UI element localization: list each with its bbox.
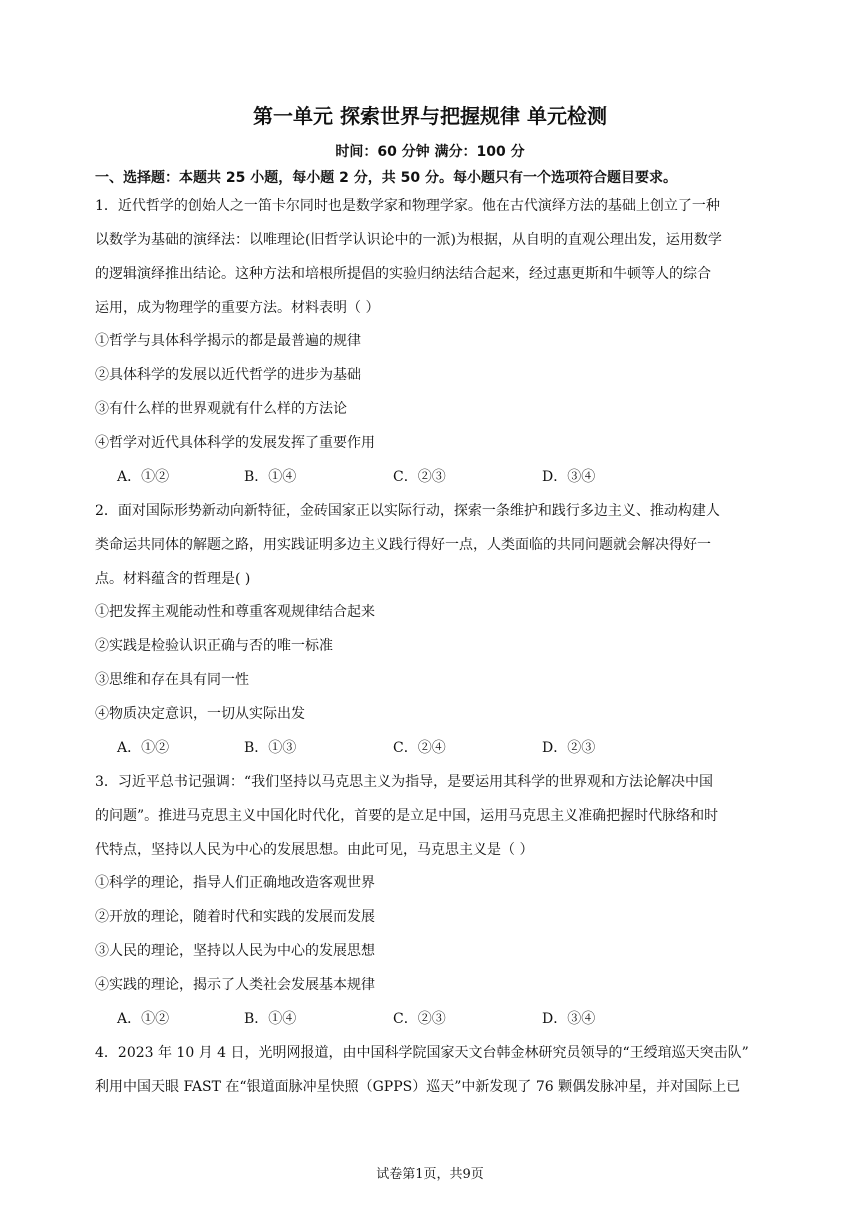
question-3-text-line: 代特点，坚持以人民为中心的发展思想。由此可见，马克思主义是（ ） bbox=[95, 842, 534, 858]
question-2-text-line: 类命运共同体的解题之路，用实践证明多边主义践行得好一点，人类面临的共同问题就会解决得好一 bbox=[95, 537, 711, 553]
option-c[interactable]: C．②③ bbox=[393, 469, 446, 485]
option-d[interactable]: D．③④ bbox=[542, 1011, 596, 1027]
option-b[interactable]: B．①③ bbox=[244, 740, 297, 756]
option-a[interactable]: A．①② bbox=[117, 1011, 170, 1027]
question-2-statement: ①把发挥主观能动性和尊重客观规律结合起来 bbox=[95, 604, 375, 620]
option-a[interactable]: A．①② bbox=[117, 469, 170, 485]
question-1-statement: ③有什么样的世界观就有什么样的方法论 bbox=[95, 401, 347, 417]
question-1-statement: ④哲学对近代具体科学的发展发挥了重要作用 bbox=[95, 435, 375, 451]
question-3-text-line: 的问题”。推进马克思主义中国化时代化，首要的是立足中国，运用马克思主义准确把握时代脉络和时 bbox=[95, 808, 719, 824]
option-c[interactable]: C．②④ bbox=[393, 740, 446, 756]
question-2-text-line: 点。材料蕴含的哲理是( ) bbox=[95, 571, 251, 587]
section-heading: 一、选择题：本题共 25 小题，每小题 2 分，共 50 分。每小题只有一个选项符合题目要求。 bbox=[95, 170, 677, 186]
page-footer: 试卷第1页，共9页 bbox=[376, 1167, 484, 1182]
option-d[interactable]: D．③④ bbox=[542, 469, 596, 485]
option-d[interactable]: D．②③ bbox=[542, 740, 596, 756]
option-b[interactable]: B．①④ bbox=[244, 469, 297, 485]
option-c[interactable]: C．②③ bbox=[393, 1011, 446, 1027]
question-4-text-line: 利用中国天眼 FAST 在“银道面脉冲星快照（GPPS）巡天”中新发现了 76 颗偶发脉冲星，并对国际上已 bbox=[95, 1079, 741, 1095]
exam-info: 时间：60 分钟 满分：100 分 bbox=[335, 144, 525, 160]
question-3-text-line: 3．习近平总书记强调：“我们坚持以马克思主义为指导，是要运用其科学的世界观和方法论解决中国 bbox=[95, 774, 714, 790]
question-1-text-line: 1．近代哲学的创始人之一笛卡尔同时也是数学家和物理学家。他在古代演绎方法的基础上创立了一种 bbox=[95, 198, 720, 214]
question-1-statement: ②具体科学的发展以近代哲学的进步为基础 bbox=[95, 367, 361, 383]
question-2-text-line: 2．面对国际形势新动向新特征，金砖国家正以实际行动，探索一条维护和践行多边主义、推动构建人 bbox=[95, 503, 720, 519]
question-3-statement: ①科学的理论，指导人们正确地改造客观世界 bbox=[95, 875, 375, 891]
question-3-statement: ④实践的理论，揭示了人类社会发展基本规律 bbox=[95, 977, 375, 993]
question-2-statement: ③思维和存在具有同一性 bbox=[95, 672, 249, 688]
option-a[interactable]: A．①② bbox=[117, 740, 170, 756]
question-1-statement: ①哲学与具体科学揭示的都是最普遍的规律 bbox=[95, 333, 361, 349]
question-2-statement: ④物质决定意识，一切从实际出发 bbox=[95, 706, 305, 722]
option-b[interactable]: B．①④ bbox=[244, 1011, 297, 1027]
question-4-text-line: 4．2023 年 10 月 4 日，光明网报道，由中国科学院国家天文台韩金林研究员领导的“王绶琯巡天突击队” bbox=[95, 1045, 749, 1061]
question-3-statement: ②开放的理论，随着时代和实践的发展而发展 bbox=[95, 909, 375, 925]
question-2-statement: ②实践是检验认识正确与否的唯一标准 bbox=[95, 638, 333, 654]
question-1-text-line: 以数学为基础的演绎法：以唯理论(旧哲学认识论中的一派)为根据，从自明的直观公理出发，运用数学 bbox=[95, 232, 722, 248]
page-title: 第一单元 探索世界与把握规律 单元检测 bbox=[253, 104, 607, 128]
question-1-text-line: 的逻辑演绎推出结论。这种方法和培根所提倡的实验归纳法结合起来，经过惠更斯和牛顿等人的综合 bbox=[95, 266, 711, 282]
question-3-statement: ③人民的理论，坚持以人民为中心的发展思想 bbox=[95, 943, 375, 959]
question-1-text-line: 运用，成为物理学的重要方法。材料表明（ ） bbox=[95, 300, 380, 316]
